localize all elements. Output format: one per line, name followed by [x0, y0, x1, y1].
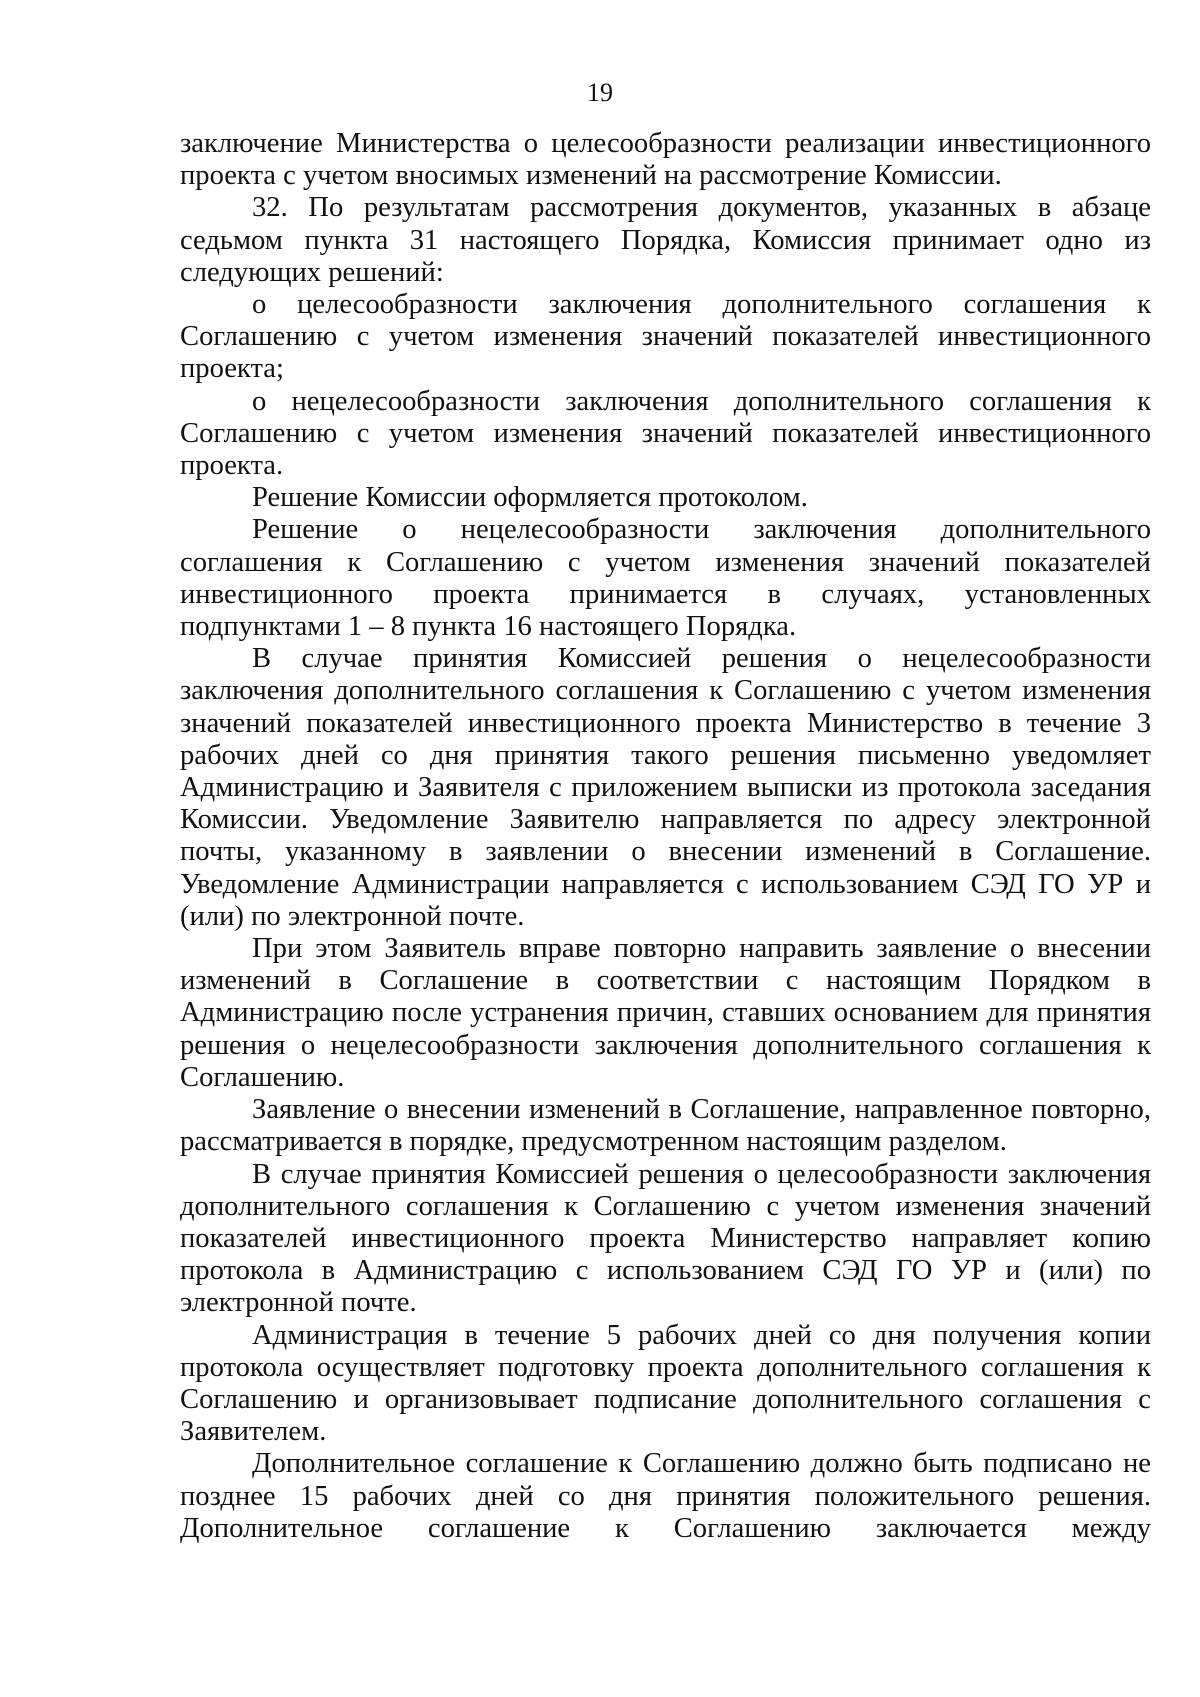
page-number: 19 — [587, 78, 613, 107]
paragraph-protocol: Решение Комиссии оформляется протоколом. — [252, 482, 808, 514]
paragraph-resubmission: При этом Заявитель вправе повторно направить заявление о внесении изменений в Соглашение в соответствии с настоящим Порядком в Администрацию после устранения причин, ставших основанием для принятия решения о нецелесообразности заключения дополнительного соглашения к Соглашению. — [180, 933, 1151, 1093]
document-body — [180, 128, 1151, 1545]
paragraph-advisable-decision-copy: В случае принятия Комиссией решения о целесообразности заключения дополнительного соглашения к Соглашению с учетом изменения значений показателей инвестиционного проекта Министерство направляет копию протокола в Администрацию с использованием СЭД ГО УР и (или) по электронной почте. — [180, 1158, 1151, 1319]
paragraph-administration-preparation: Администрация в течение 5 рабочих дней со дня получения копии протокола осуществляет подготовку проекта дополнительного соглашения к Соглашению и организовывает подписание дополнительного соглашения с Заявителем. — [180, 1319, 1151, 1448]
paragraph-decision-inadvisable: о нецелесообразности заключения дополнительного соглашения к Соглашению с учетом изменения значений показателей инвестиционного проекта. — [180, 385, 1151, 482]
paragraph-clause-32: 32. По результатам рассмотрения документов, указанных в абзаце седьмом пункта 31 настоящего Порядка, Комиссия принимает одно из следующих решений: — [180, 192, 1151, 288]
paragraph-inadvisable-cases: Решение о нецелесообразности заключения дополнительного соглашения к Соглашению с учетом изменения значений показателей инвестиционного проекта принимается в случаях, установленных подпунктами 1 – 8 пункта 16 настоящего Порядка. — [180, 514, 1151, 643]
paragraph-decision-advisable: о целесообразности заключения дополнительного соглашения к Соглашению с учетом изменения значений показателей инвестиционного проекта; — [180, 289, 1151, 385]
paragraph-continuation: заключение Министерства о целесообразности реализации инвестиционного проекта с учетом вносимых изменений на рассмотрение Комиссии. — [180, 128, 1151, 192]
paragraph-notification: В случае принятия Комиссией решения о нецелесообразности заключения дополнительного соглашения к Соглашению с учетом изменения значений показателей инвестиционного проекта Министерство в течение 3 рабочих дней со дня принятия такого решения письменно уведомляет Администрацию и Заявителя с приложением выписки из протокола заседания Комиссии. Уведомление Заявителю направляется по адресу электронной почты, указанному в заявлении о внесении изменений в Соглашение. Уведомление Администрации направляется с использованием СЭД ГО УР и (или) по электронной почте. — [180, 643, 1151, 932]
paragraph-signing-deadline: Дополнительное соглашение к Соглашению должно быть подписано не позднее 15 рабочих дней со дня принятия положительного решения. Дополнительное соглашение к Соглашению заключается между — [180, 1448, 1151, 1544]
paragraph-repeated-application: Заявление о внесении изменений в Соглашение, направленное повторно, рассматривается в порядке, предусмотренном настоящим разделом. — [180, 1094, 1151, 1158]
